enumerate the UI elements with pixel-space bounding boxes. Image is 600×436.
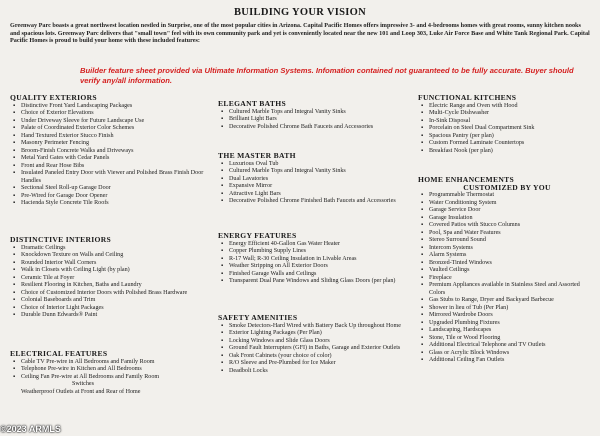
list-item: ▪ Stone, Tile or Wood Flooring: [418, 335, 596, 343]
list-item: ▪ Cable TV Pre-wire in All Bedrooms and Family Room: [10, 359, 205, 367]
list-item: ▪ Breakfast Nook (per plan): [418, 148, 596, 156]
list-item: ▪ Multi-Cycle Dishwasher: [418, 110, 596, 118]
list-item: ▪ Under Driveway Sleeve for Future Landscape Use: [10, 118, 205, 126]
section-heading: FUNCTIONAL KITCHENS: [418, 93, 517, 102]
list-item: ▪ Weather Stripping on All Exterior Doors: [218, 263, 403, 271]
section-heading: ELEGANT BATHS: [218, 99, 286, 108]
list-item: ▪ Covered Patios with Stucco Columns: [418, 222, 596, 230]
section-heading: SAFETY AMENITIES: [218, 313, 298, 322]
list-item: ▪ Pool, Spa and Water Features: [418, 230, 596, 238]
list-item: ▪ Front and Rear Hose Bibs: [10, 163, 205, 171]
list-item: ▪ Programmable Thermostat: [418, 192, 596, 200]
section-safety-amenities: [218, 314, 403, 375]
list-item: ▪ Shower in lieu of Tub (Per Plan): [418, 305, 596, 313]
list-item: ▪ Vaulted Ceilings: [418, 267, 596, 275]
list-item: ▪ Luxurious Oval Tub: [218, 161, 403, 169]
list-item: ▪ R-17 Wall; R-30 Ceiling Insulation in Livable Areas: [218, 256, 403, 264]
list-item: ▪ Distinctive Front Yard Landscaping Packages: [10, 103, 205, 111]
list-item: ▪ Premium Appliances available in Stainless Steel and Assorted Colors: [418, 282, 596, 297]
list-item: ▪ Copper Plumbing Supply Lines: [218, 248, 403, 256]
list-item: ▪ Spacious Pantry (per plan): [418, 133, 596, 141]
list-item: ▪ Metal Yard Gates with Cedar Panels: [10, 155, 205, 163]
list-item: ▪ Glass or Acrylic Block Windows: [418, 350, 596, 358]
list-item: ▪ Intercom Systems: [418, 245, 596, 253]
disclaimer-text: Builder feature sheet provided via Ultimate Information Systems. Infomation contained not guaranteed to be fully accurate. Buyer should verify any/all information.: [80, 66, 574, 85]
list-item: ▪ Brilliant Light Bars: [218, 116, 403, 124]
list-item: ▪ Energy Efficient 40-Gallon Gas Water Heater: [218, 241, 403, 249]
section-heading: HOME ENHANCEMENTS: [418, 175, 515, 184]
list-item: ▪ Deadbolt Locks: [218, 368, 403, 376]
section-functional-kitchens: [418, 94, 596, 155]
section-electrical-features: [10, 350, 205, 396]
section-distinctive-interiors: [10, 236, 205, 320]
list-item: ▪ Oak Front Cabinets (your choice of color): [218, 353, 403, 361]
list-item: ▪ Upgraded Plumbing Fixtures: [418, 320, 596, 328]
list-item: ▪ Telephone Pre-wire in Kitchen and All Bedrooms: [10, 366, 205, 374]
list-item: ▪ Knockdown Texture on Walls and Ceiling: [10, 252, 205, 260]
list-item: ▪ Palate of Coordinated Exterior Color Schemes: [10, 125, 205, 133]
list-item: ▪ Garage Service Door: [418, 207, 596, 215]
list-item: ▪ Porcelain on Steel Dual Compartment Sink: [418, 125, 596, 133]
section-energy-features: [218, 232, 403, 286]
page-title: BUILDING YOUR VISION: [233, 7, 367, 18]
list-item: ▪ Masonry Perimeter Fencing: [10, 140, 205, 148]
copyright-watermark: ©2023 ARMLS: [0, 424, 61, 434]
list-item: ▪ Cultured Marble Tops and Integral Vanity Sinks: [218, 109, 403, 117]
section-heading: THE MASTER BATH: [218, 151, 296, 160]
list-item: ▪ Ceiling Fan Pre-wire at All Bedrooms and Family Room: [10, 374, 205, 382]
list-item: ▪ Exterior Lighting Packages (Per Plan): [218, 330, 403, 338]
list-item: Weatherproof Outlets at Front and Rear of Home: [21, 388, 141, 395]
list-item: ▪ Sectional Steel Roll-up Garage Door: [10, 185, 205, 193]
list-item: ▪ Gas Stubs to Range, Dryer and Backyard Barbecue: [418, 297, 596, 305]
list-item: ▪ Hacienda Style Concrete Tile Roofs: [10, 200, 205, 208]
list-item: ▪ Stereo Surround Sound: [418, 237, 596, 245]
list-item: ▪ Garage Insulation: [418, 215, 596, 223]
list-item: ▪ Ground Fault Interrupters (GFI) in Baths, Garage and Exterior Outlets: [218, 345, 403, 353]
list-item: ▪ Broom-Finish Concrete Walks and Driveways: [10, 148, 205, 156]
list-item: ▪ Attractive Light Bars: [218, 191, 403, 199]
list-item: Switches: [72, 381, 95, 387]
list-item: ▪ Alarm Systems: [418, 252, 596, 260]
list-item: ▪ Fireplace: [418, 275, 596, 283]
list-item: ▪ Decorative Polished Chrome Finished Bath Faucets and Accessories: [218, 198, 403, 206]
list-item: ▪ Landscaping, Hardscapes: [418, 327, 596, 335]
list-item: ▪ Mirrored Wardrobe Doors: [418, 312, 596, 320]
list-item: ▪ Resilient Flooring in Kitchen, Baths and Laundry: [10, 282, 205, 290]
section-quality-exteriors: [10, 94, 205, 208]
list-item: ▪ Locking Windows and Slide Glass Doors: [218, 338, 403, 346]
section-heading: QUALITY EXTERIORS: [10, 93, 97, 102]
list-item: ▪ Transparent Dual Pane Windows and Sliding Glass Doors (per plan): [218, 278, 403, 286]
list-item: ▪ Rounded Interior Wall Corners: [10, 260, 205, 268]
list-item: ▪ Durable Dunn Edwards® Paint: [10, 312, 205, 320]
list-item: ▪ Walk in Closets with Ceiling Light (by plan): [10, 267, 205, 275]
list-item: ▪ Choice of Customized Interior Doors with Polished Brass Hardware: [10, 290, 205, 298]
section-heading: ELECTRICAL FEATURES: [10, 349, 108, 358]
list-item: ▪ Electric Range and Oven with Hood: [418, 103, 596, 111]
list-item: ▪ R/O Sleeve and Pre-Plumbed for Ice Maker: [218, 360, 403, 368]
list-item: ▪ Colonial Baseboards and Trim: [10, 297, 205, 305]
list-item: ▪ Pre-Wired for Garage Door Opener: [10, 193, 205, 201]
section-heading: ENERGY FEATURES: [218, 231, 297, 240]
list-item: ▪ Custom Formed Laminate Countertops: [418, 140, 596, 148]
section-heading: DISTINCTIVE INTERIORS: [10, 235, 112, 244]
section-elegant-baths: [218, 100, 403, 131]
section-master-bath: [218, 152, 403, 206]
list-item: ▪ Cultured Marble Tops and Integral Vanity Sinks: [218, 168, 403, 176]
list-item: ▪ Water Conditioning System: [418, 200, 596, 208]
section-subheading: CUSTOMIZED BY YOU: [463, 182, 551, 192]
intro-paragraph: Greenway Parc boasts a great northwest location nestled in Surprise, one of the most popular cities in Arizona. Capital Pacific Homes offers impressive 3- and 4-bedrooms homes with great rooms, sunny kitchen nooks and spacious lots. Greenway Parc delivers that "small town" feel with its own community park and yet is conveniently located near the new 101 and Loop 303, Luke Air Force Base and White Tank Regional Park. Capital Pacific Homes is proud to build your home with these included features:: [10, 22, 590, 45]
list-item: ▪ In-Sink Disposal: [418, 118, 596, 126]
list-item: ▪ Dual Lavatories: [218, 176, 403, 184]
list-item: ▪ Additional Ceiling Fan Outlets: [418, 357, 596, 365]
list-item: ▪ Finished Garage Walls and Ceilings: [218, 271, 403, 279]
list-item: ▪ Dramatic Ceilings: [10, 245, 205, 253]
list-item: ▪ Decorative Polished Chrome Bath Faucets and Accessories: [218, 124, 403, 132]
list-item: ▪ Choice of Interior Light Packages: [10, 305, 205, 313]
list-item: ▪ Additional Electrical Telephone and TV Outlets: [418, 342, 596, 350]
list-item: ▪ Hand Textured Exterior Stucco Finish: [10, 133, 205, 141]
list-item: ▪ Insulated Paneled Entry Door with Viewer and Polished Brass Finish Door Handles: [10, 170, 205, 185]
list-item: ▪ Smoke Detectors-Hard Wired with Battery Back Up throughout Home: [218, 323, 403, 331]
section-home-enhancements: [418, 176, 596, 365]
list-item: ▪ Ceramic Tile at Foyer: [10, 275, 205, 283]
list-item: ▪ Expansive Mirror: [218, 183, 403, 191]
list-item: ▪ Bronzed-Tinted Windows: [418, 260, 596, 268]
list-item: ▪ Choice of Exterior Elevations: [10, 110, 205, 118]
